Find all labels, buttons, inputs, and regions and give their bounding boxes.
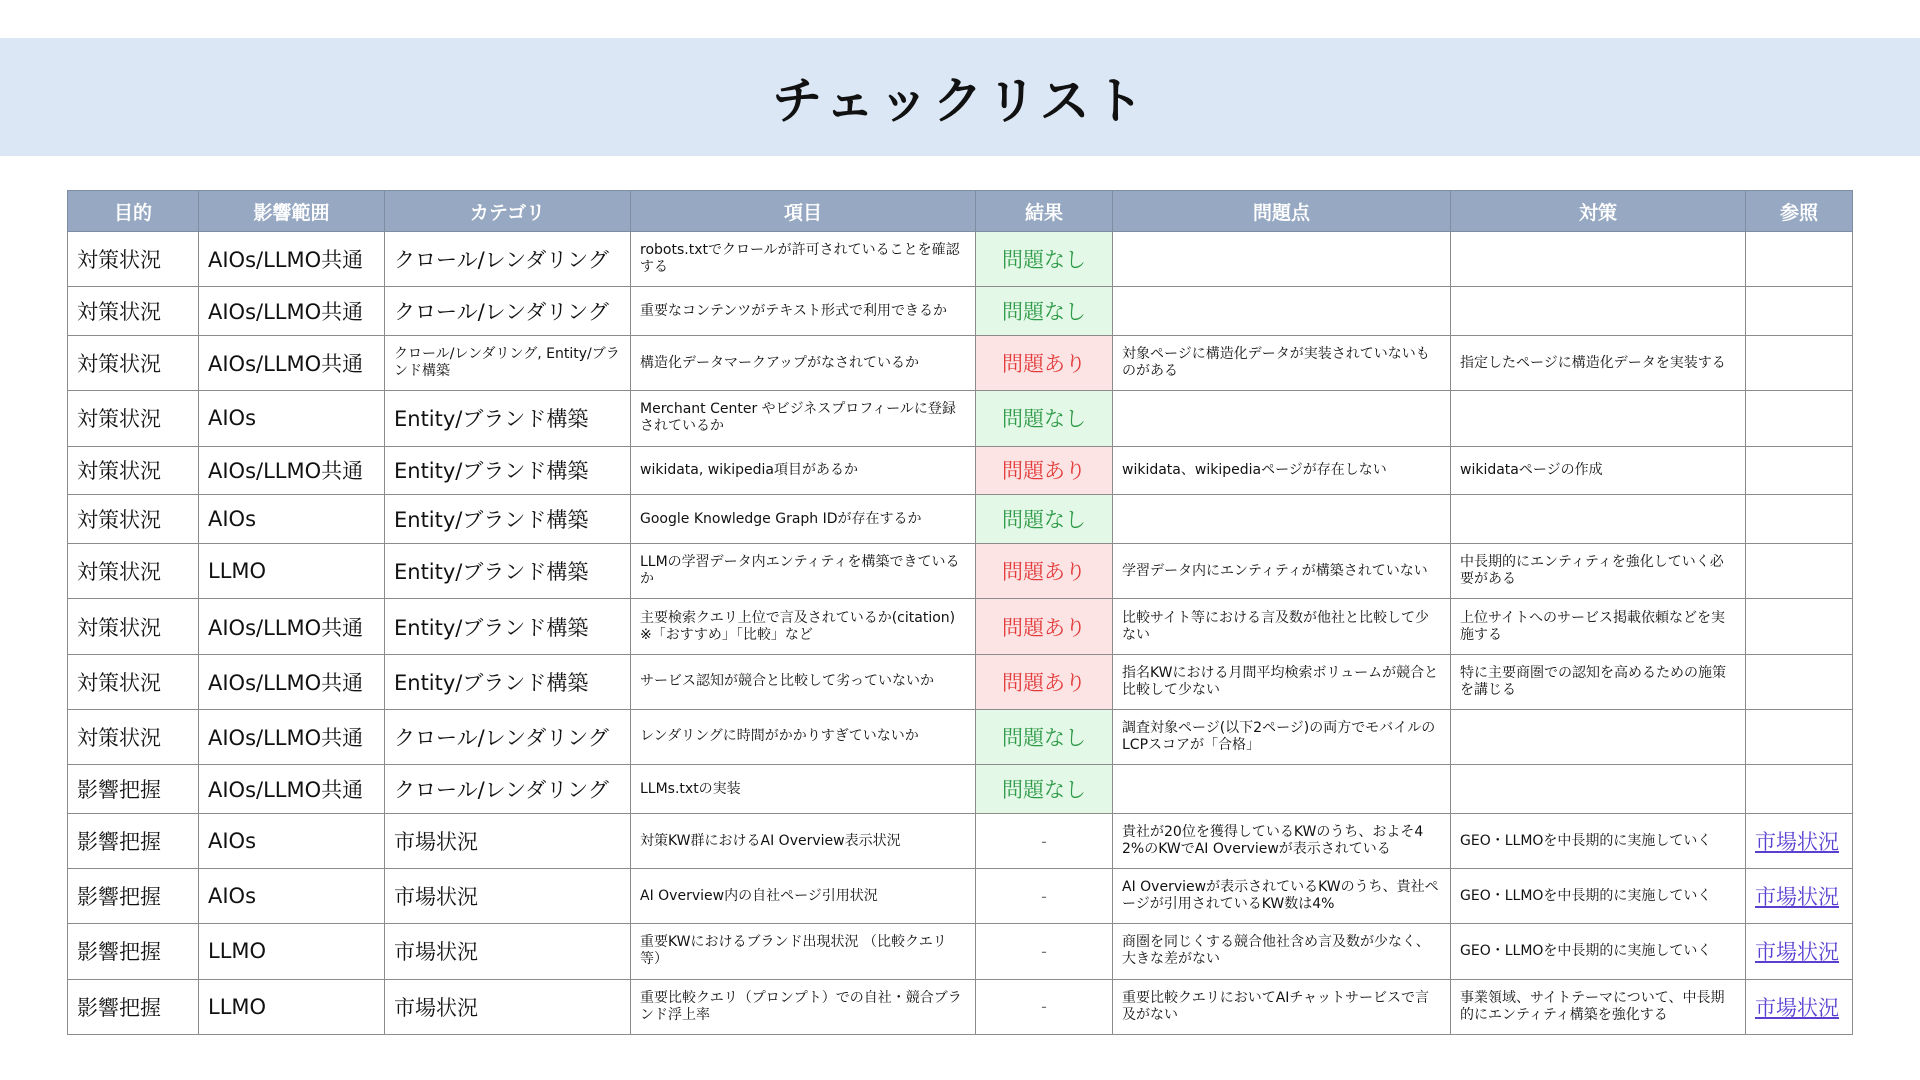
measure-cell [1451, 709, 1746, 764]
scope-cell: LLMO [199, 544, 385, 599]
category-cell: 市場状況 [385, 979, 631, 1034]
measure-cell: 特に主要商圏での認知を高めるための施策を講じる [1451, 654, 1746, 709]
title-band [0, 38, 1920, 156]
result-badge: 問題なし [976, 765, 1113, 814]
scope-cell: AIOs/LLMO共通 [199, 654, 385, 709]
problem-cell [1113, 391, 1451, 446]
problem-cell: 貴社が20位を獲得しているKWのうち、およそ42%のKWでAI Overviewが表示されている [1113, 813, 1451, 868]
table-row [68, 336, 1853, 391]
result-badge: 問題なし [976, 495, 1113, 544]
reference-cell [1746, 495, 1853, 544]
result-badge: 問題なし [976, 287, 1113, 336]
purpose-cell: 影響把握 [68, 979, 199, 1034]
reference-cell [1746, 924, 1853, 979]
table-row [68, 765, 1853, 814]
purpose-cell: 影響把握 [68, 765, 199, 814]
reference-cell [1746, 446, 1853, 495]
table-row [68, 813, 1853, 868]
problem-cell: AI Overviewが表示されているKWのうち、貴社ページが引用されているKW数は4% [1113, 869, 1451, 924]
purpose-cell: 対策状況 [68, 654, 199, 709]
category-cell: Entity/ブランド構築 [385, 654, 631, 709]
measure-cell: 上位サイトへのサービス掲載依頼などを実施する [1451, 599, 1746, 654]
item-cell: 対策KW群におけるAI Overview表示状況 [631, 813, 976, 868]
problem-cell: 比較サイト等における言及数が他社と比較して少ない [1113, 599, 1451, 654]
scope-cell: AIOs/LLMO共通 [199, 709, 385, 764]
measure-cell [1451, 232, 1746, 287]
reference-cell [1746, 391, 1853, 446]
scope-cell: AIOs/LLMO共通 [199, 446, 385, 495]
purpose-cell: 対策状況 [68, 336, 199, 391]
problem-cell: wikidata、wikipediaページが存在しない [1113, 446, 1451, 495]
purpose-cell: 対策状況 [68, 709, 199, 764]
header-reference: 参照 [1746, 191, 1853, 232]
item-cell: LLMs.txtの実装 [631, 765, 976, 814]
table-row [68, 869, 1853, 924]
reference-cell [1746, 544, 1853, 599]
table-row [68, 654, 1853, 709]
header-scope: 影響範囲 [199, 191, 385, 232]
table-header-row [68, 191, 1853, 232]
reference-cell [1746, 654, 1853, 709]
table-row [68, 391, 1853, 446]
purpose-cell: 対策状況 [68, 599, 199, 654]
result-badge: - [976, 813, 1113, 868]
item-cell: LLMの学習データ内エンティティを構築できているか [631, 544, 976, 599]
table-row [68, 446, 1853, 495]
result-badge: 問題あり [976, 654, 1113, 709]
problem-cell [1113, 765, 1451, 814]
item-cell: 主要検索クエリ上位で言及されているか(citation) ※「おすすめ」「比較」など [631, 599, 976, 654]
measure-cell: GEO・LLMOを中長期的に実施していく [1451, 813, 1746, 868]
problem-cell: 商圏を同じくする競合他社含め言及数が少なく、大きな差がない [1113, 924, 1451, 979]
problem-cell: 対象ページに構造化データが実装されていないものがある [1113, 336, 1451, 391]
result-badge: 問題あり [976, 336, 1113, 391]
scope-cell: LLMO [199, 924, 385, 979]
measure-cell [1451, 495, 1746, 544]
result-badge: - [976, 869, 1113, 924]
reference-link[interactable]: 市場状況 [1755, 830, 1839, 855]
reference-link[interactable]: 市場状況 [1755, 995, 1839, 1020]
scope-cell: AIOs/LLMO共通 [199, 232, 385, 287]
table-row [68, 709, 1853, 764]
header-measure: 対策 [1451, 191, 1746, 232]
result-badge: 問題なし [976, 391, 1113, 446]
problem-cell: 学習データ内にエンティティが構築されていない [1113, 544, 1451, 599]
table-row [68, 495, 1853, 544]
scope-cell: AIOs/LLMO共通 [199, 765, 385, 814]
item-cell: robots.txtでクロールが許可されていることを確認する [631, 232, 976, 287]
purpose-cell: 対策状況 [68, 232, 199, 287]
category-cell: クロール/レンダリング [385, 765, 631, 814]
category-cell: クロール/レンダリング [385, 287, 631, 336]
category-cell: クロール/レンダリング [385, 709, 631, 764]
scope-cell: AIOs [199, 495, 385, 544]
table-body [68, 232, 1853, 1035]
category-cell: 市場状況 [385, 924, 631, 979]
item-cell: Google Knowledge Graph IDが存在するか [631, 495, 976, 544]
item-cell: 重要比較クエリ（プロンプト）での自社・競合ブランド浮上率 [631, 979, 976, 1034]
measure-cell: 中長期的にエンティティを強化していく必要がある [1451, 544, 1746, 599]
measure-cell: 指定したページに構造化データを実装する [1451, 336, 1746, 391]
table-row [68, 544, 1853, 599]
header-problem: 問題点 [1113, 191, 1451, 232]
table-row [68, 599, 1853, 654]
reference-cell [1746, 709, 1853, 764]
header-item: 項目 [631, 191, 976, 232]
scope-cell: LLMO [199, 979, 385, 1034]
problem-cell: 指名KWにおける月間平均検索ボリュームが競合と比較して少ない [1113, 654, 1451, 709]
result-badge: - [976, 979, 1113, 1034]
purpose-cell: 対策状況 [68, 544, 199, 599]
category-cell: Entity/ブランド構築 [385, 599, 631, 654]
reference-cell [1746, 765, 1853, 814]
category-cell: Entity/ブランド構築 [385, 391, 631, 446]
header-category: カテゴリ [385, 191, 631, 232]
header-result: 結果 [976, 191, 1113, 232]
table-row [68, 232, 1853, 287]
category-cell: 市場状況 [385, 869, 631, 924]
result-badge: 問題あり [976, 544, 1113, 599]
problem-cell [1113, 287, 1451, 336]
measure-cell: wikidataページの作成 [1451, 446, 1746, 495]
result-badge: - [976, 924, 1113, 979]
reference-cell [1746, 599, 1853, 654]
item-cell: 重要なコンテンツがテキスト形式で利用できるか [631, 287, 976, 336]
table-row [68, 924, 1853, 979]
item-cell: サービス認知が競合と比較して劣っていないか [631, 654, 976, 709]
category-cell: クロール/レンダリング, Entity/ブランド構築 [385, 336, 631, 391]
category-cell: Entity/ブランド構築 [385, 544, 631, 599]
purpose-cell: 対策状況 [68, 287, 199, 336]
item-cell: wikidata, wikipedia項目があるか [631, 446, 976, 495]
scope-cell: AIOs [199, 869, 385, 924]
scope-cell: AIOs [199, 813, 385, 868]
measure-cell [1451, 287, 1746, 336]
result-badge: 問題あり [976, 599, 1113, 654]
scope-cell: AIOs/LLMO共通 [199, 599, 385, 654]
table-row [68, 287, 1853, 336]
measure-cell: 事業領域、サイトテーマについて、中長期的にエンティティ構築を強化する [1451, 979, 1746, 1034]
purpose-cell: 影響把握 [68, 813, 199, 868]
item-cell: 構造化データマークアップがなされているか [631, 336, 976, 391]
scope-cell: AIOs/LLMO共通 [199, 336, 385, 391]
purpose-cell: 対策状況 [68, 391, 199, 446]
result-badge: 問題なし [976, 232, 1113, 287]
reference-link[interactable]: 市場状況 [1755, 940, 1839, 965]
result-badge: 問題なし [976, 709, 1113, 764]
category-cell: Entity/ブランド構築 [385, 495, 631, 544]
category-cell: Entity/ブランド構築 [385, 446, 631, 495]
reference-cell [1746, 336, 1853, 391]
problem-cell: 調査対象ページ(以下2ページ)の両方でモバイルのLCPスコアが「合格」 [1113, 709, 1451, 764]
reference-cell [1746, 869, 1853, 924]
scope-cell: AIOs [199, 391, 385, 446]
purpose-cell: 対策状況 [68, 446, 199, 495]
item-cell: レンダリングに時間がかかりすぎていないか [631, 709, 976, 764]
measure-cell [1451, 765, 1746, 814]
table-row [68, 979, 1853, 1034]
problem-cell [1113, 232, 1451, 287]
problem-cell [1113, 495, 1451, 544]
reference-cell [1746, 232, 1853, 287]
item-cell: Merchant Center やビジネスプロフィールに登録されているか [631, 391, 976, 446]
measure-cell: GEO・LLMOを中長期的に実施していく [1451, 924, 1746, 979]
purpose-cell: 対策状況 [68, 495, 199, 544]
reference-cell [1746, 979, 1853, 1034]
checklist-table [67, 190, 1853, 1035]
scope-cell: AIOs/LLMO共通 [199, 287, 385, 336]
reference-cell [1746, 287, 1853, 336]
item-cell: AI Overview内の自社ページ引用状況 [631, 869, 976, 924]
purpose-cell: 影響把握 [68, 924, 199, 979]
measure-cell: GEO・LLMOを中長期的に実施していく [1451, 869, 1746, 924]
category-cell: 市場状況 [385, 813, 631, 868]
measure-cell [1451, 391, 1746, 446]
problem-cell: 重要比較クエリにおいてAIチャットサービスで言及がない [1113, 979, 1451, 1034]
purpose-cell: 影響把握 [68, 869, 199, 924]
result-badge: 問題あり [976, 446, 1113, 495]
header-purpose: 目的 [68, 191, 199, 232]
category-cell: クロール/レンダリング [385, 232, 631, 287]
item-cell: 重要KWにおけるブランド出現状況 （比較クエリ等） [631, 924, 976, 979]
reference-cell [1746, 813, 1853, 868]
page-title: チェックリスト [772, 72, 1148, 130]
reference-link[interactable]: 市場状況 [1755, 885, 1839, 910]
